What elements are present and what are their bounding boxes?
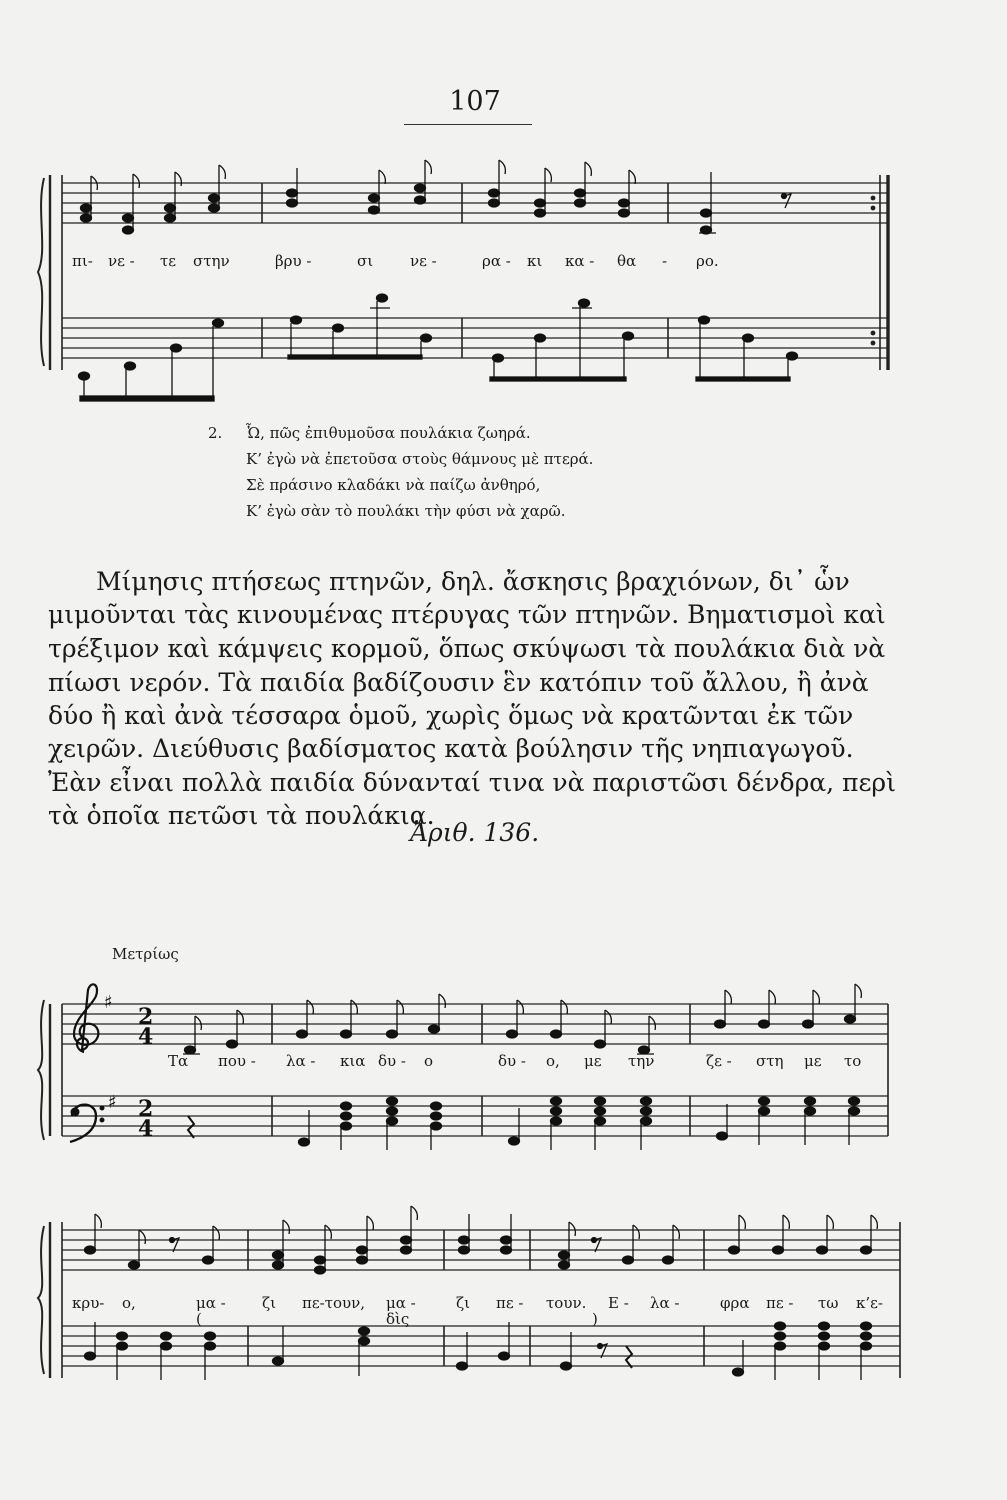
note [551, 1097, 562, 1150]
lyric-syllable: μα - [386, 1294, 416, 1312]
lyric-syllable: τε [160, 252, 177, 270]
note [369, 170, 386, 214]
system1-treble-staff [62, 183, 887, 223]
note [387, 1097, 398, 1150]
lyric-syllable: σι [357, 252, 374, 270]
prose-line: πίωσι νερόν. Τὰ παιδία βαδίζουσιν ἓν κατόπιν τοῦ ἄλλου, ἢ ἀνὰ [48, 668, 869, 697]
lyric-syllable: την [628, 1052, 655, 1070]
lyric-syllable: λα - [286, 1052, 316, 1070]
note [415, 160, 432, 204]
note [641, 1097, 652, 1150]
lyric-syllable: ρο. [696, 252, 719, 270]
note [499, 1322, 510, 1360]
lyric-syllable: πε - [766, 1294, 794, 1312]
prose-line: τὰ ὁποῖα πετῶσι τὰ πουλάκια. [48, 801, 435, 830]
lyric-syllable: τω [818, 1294, 839, 1312]
lyric-syllable: κα - [565, 252, 595, 270]
verse-number: 2. [208, 424, 223, 442]
system1-barlines [50, 175, 888, 370]
lyric-syllable: δυ - [498, 1052, 526, 1070]
note [287, 168, 298, 207]
note [297, 1000, 314, 1038]
prose-line: Μίμησις πτήσεως πτηνῶν, δηλ. ἄσκησις βραχιόνων, δι᾽ ὧν [96, 567, 850, 596]
beam [490, 377, 626, 381]
piece-number: Ἀριθ. 136. [410, 818, 540, 847]
note [551, 1000, 568, 1038]
lyric-syllable: ο, [122, 1294, 136, 1312]
note [623, 1225, 640, 1264]
prose-line: τρέξιμον καὶ κάμψεις κορμοῦ, ὅπως σκύψωσι τὰ πουλάκια διὰ νὰ [48, 634, 886, 663]
lyric-syllable: με [584, 1052, 602, 1070]
lyric-syllable: κι [527, 252, 543, 270]
lyric-syllable: - [662, 252, 668, 270]
note [165, 172, 182, 222]
note [729, 1215, 746, 1254]
repeat-bracket-open: ( [196, 1310, 202, 1328]
system1-bass-staff [62, 318, 887, 358]
beam [80, 396, 214, 401]
lyric-syllable: νε - [410, 252, 437, 270]
note [817, 1215, 834, 1254]
note [595, 1097, 606, 1150]
verse-line: Κ’ ἐγὼ νὰ ἐπετοῦσα στοὺς θάμνους μὲ πτερά. [246, 450, 594, 468]
note [595, 1010, 612, 1048]
lyric-syllable: βρυ - [275, 252, 312, 270]
note [85, 1322, 96, 1360]
note [849, 1097, 860, 1145]
lyric-syllable: κια [340, 1052, 366, 1070]
system1-brace [38, 178, 44, 366]
note [341, 1000, 358, 1038]
note [717, 1104, 728, 1140]
lyric-syllable: το [844, 1052, 862, 1070]
note [561, 1332, 572, 1370]
page-number: 107 [449, 86, 501, 117]
note [559, 1222, 576, 1269]
system2-signatures [70, 984, 153, 1142]
verse-line: Κ’ ἐγὼ σὰν τὸ πουλάκι τὴν φύσι νὰ χαρῶ. [246, 502, 566, 520]
system3-brace [38, 1226, 44, 1374]
lyric-syllable: δυ - [378, 1052, 406, 1070]
note [209, 165, 226, 212]
time-sig-top: 2 [138, 1004, 154, 1030]
note [507, 1000, 524, 1038]
note [819, 1322, 830, 1380]
repeat-mark: δὶς [386, 1310, 410, 1328]
note [341, 1102, 352, 1150]
lyric-syllable: τουν. [546, 1294, 587, 1312]
repeat-bracket-close: ) [592, 1310, 598, 1328]
note [759, 1097, 770, 1145]
note [459, 1214, 470, 1254]
lyric-syllable: κ’ε- [856, 1294, 883, 1312]
prose-line: χειρῶν. Διεύθυσις βαδίσματος κατὰ βούλησιν τῆς νηπιαγωγοῦ. [48, 734, 854, 763]
key-sharp: ♯ [108, 1092, 117, 1113]
note [637, 1016, 655, 1054]
note [387, 1000, 404, 1038]
quarter-rest [188, 1116, 194, 1138]
lyric-syllable: μα - [196, 1294, 226, 1312]
lyric-syllable: Ε - [608, 1294, 629, 1312]
key-sharp: ♯ [104, 992, 113, 1013]
lyric-syllable: ο [424, 1052, 434, 1070]
system3-bass-notes [85, 1322, 872, 1380]
note [273, 1220, 290, 1269]
lyric-syllable: ο, [546, 1052, 560, 1070]
beam [696, 377, 790, 381]
note [803, 990, 820, 1028]
lyric-syllable: ρα - [482, 252, 511, 270]
eighth-rest [782, 194, 792, 209]
note [861, 1215, 878, 1254]
lyric-syllable: νε - [108, 252, 135, 270]
lyric-syllable: κρυ- [72, 1294, 105, 1312]
time-sig-top: 2 [138, 1096, 154, 1122]
tempo-marking: Μετρίως [112, 945, 179, 963]
system2-bass-notes [188, 1097, 860, 1150]
time-sig-bottom: 4 [138, 1024, 154, 1050]
verse-line: Σὲ πράσινο κλαδάκι νὰ παίζω ἀνθηρό, [246, 476, 541, 494]
lyric-syllable: ζι [262, 1294, 277, 1312]
note [663, 1225, 680, 1264]
lyric-syllable: πε-τουν, [302, 1294, 366, 1312]
system2-brace [38, 1000, 44, 1140]
note [861, 1322, 872, 1380]
repeat-dots [871, 196, 876, 346]
lyric-syllable: θα [617, 252, 637, 270]
note [85, 1214, 102, 1254]
lyric-syllable: πι- [72, 252, 93, 270]
verse-line: Ὦ, πῶς ἐπιθυμοῦσα πουλάκια ζωηρά. [246, 424, 531, 442]
lyric-syllable: λα - [650, 1294, 680, 1312]
lyric-syllable: στη [756, 1052, 784, 1070]
lyric-syllable: Τα [168, 1052, 189, 1070]
lyric-syllable: στην [193, 252, 230, 270]
lyric-syllable: ζε - [706, 1052, 732, 1070]
note [183, 1016, 201, 1054]
lyric-syllable: φρα [720, 1294, 750, 1312]
lyric-syllable: με [804, 1052, 822, 1070]
note [775, 1322, 786, 1380]
prose-line: μιμοῦνται τὰς κινουμένας πτέρυγας τῶν πτηνῶν. Βηματισμοὶ καὶ [48, 600, 886, 629]
lyric-syllable: ζι [456, 1294, 471, 1312]
note [431, 1102, 442, 1150]
note [773, 1215, 790, 1254]
note [501, 1214, 512, 1254]
beam [288, 355, 422, 359]
note [805, 1097, 816, 1145]
lyric-syllable: που - [218, 1052, 256, 1070]
prose-line: Ἐὰν εἶναι πολλὰ παιδία δύνανταί τινα νὰ παριστῶσι δένδρα, περὶ [48, 768, 896, 797]
lyric-syllable: πε - [496, 1294, 524, 1312]
quarter-rest [626, 1346, 632, 1368]
note [715, 990, 732, 1028]
prose-line: δύο ἢ καὶ ἀνὰ τέσσαρα ὁμοῦ, χωρὶς ὅμως νὰ κρατῶνται ἐκ τῶν [48, 701, 854, 730]
note [227, 1010, 244, 1048]
note [359, 1327, 370, 1376]
note [759, 990, 776, 1028]
note [575, 162, 592, 207]
treble-clef [74, 984, 98, 1052]
time-sig-bottom: 4 [138, 1116, 154, 1142]
note [203, 1226, 220, 1264]
